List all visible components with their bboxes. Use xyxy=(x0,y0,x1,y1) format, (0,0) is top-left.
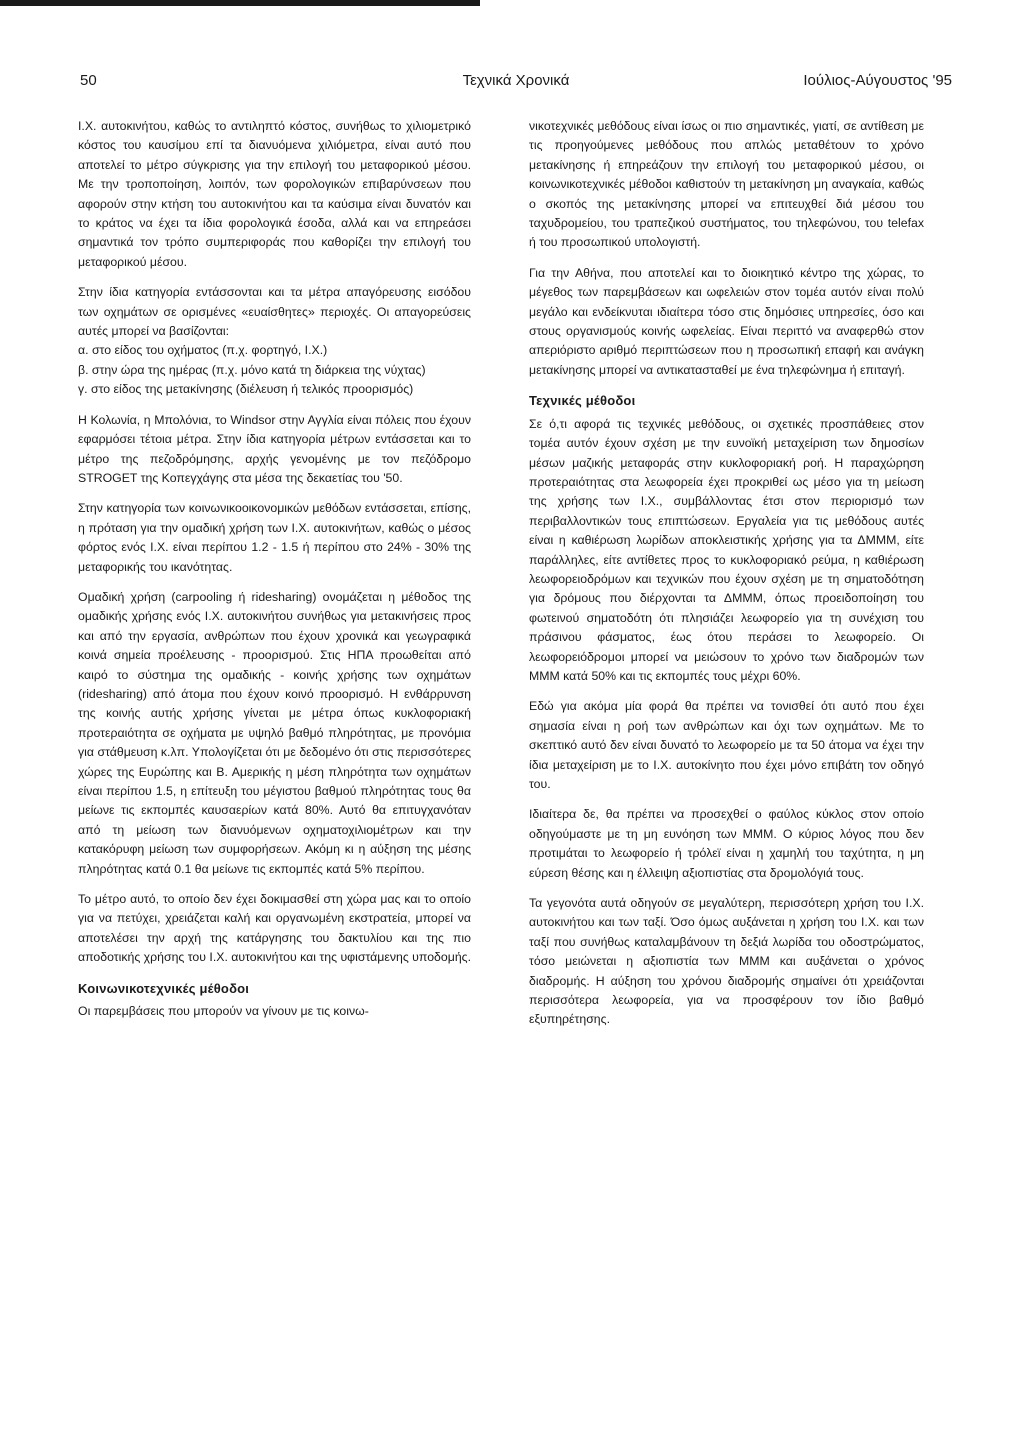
paragraph: Σε ό,τι αφορά τις τεχνικές μεθόδους, οι σχετικές προσπάθειες στον τομέα αυτόν έχουν σχέση με την ευνοϊκή μεταχείριση των δημοσίων μέσων μαζικής μεταφοράς στην κυκλοφοριακή ροή. Η παραχώρηση προτεραιότητας στα λεωφορεία έχει προκριθεί ως μέσο για τη μείωση της χρήσης των Ι.Χ., συμβάλλοντας έτσι στον περιορισμό των περιβαλλοντικών τους επιπτώσεων. Εργαλεία για τις μεθόδους αυτές είναι η καθιέρωση λωρίδων αποκλειστικής χρήσης για τα ΔΜΜΜ, είτε παράλληλες, είτε αντίθετες προς το κυκλοφοριακό ρεύμα, η καθιέρωση λεωφορειοδρόμων και τεχνικών που έχουν σχέση με τη σηματοδότηση για δρόμους που διέρχονται τα ΔΜΜΜ, όπως προειδοποίηση του φωτεινού σηματοδότη ότι πλησιάζει λεωφορείο για τη συνέχιση του πράσινου φάσματος, έως ότου περάσει το λεωφορείο. Οι λεωφορειόδρομοι μπορεί να μειώσουν το χρόνο των διαδρομών των ΜΜΜ κατά 50% και τις εκπομπές τους μέχρι 60%. xyxy=(529,416,924,683)
paragraph: Για την Αθήνα, που αποτελεί και το διοικητικό κέντρο της χώρας, το μέγεθος των παρεμβάσεων και ωφελειών στον τομέα αυτόν είναι πολύ μεγάλο και ενδείκνυται ιδιαίτερα τόσο στις δημόσιες υπηρεσίες, όσο και στους οργανισμούς κοινής ωφελείας. Είναι περιττό να αναφερθώ στον απεριόριστο αριθμό περιπτώσεων που η προσωπική επαφή και ανάγκη μετακίνησης μπορεί να αντικατασταθεί με ένα τηλεφώνημα ή επιταγή. xyxy=(529,265,924,377)
page-number: 50 xyxy=(80,72,97,89)
paragraph: Τα γεγονότα αυτά οδηγούν σε μεγαλύτερη, περισσότερη χρήση του Ι.Χ. αυτοκινήτου και των ταξί. Όσο όμως αυξάνεται η χρήση του Ι.Χ. και των ταξί που συνήθως καταλαμβάνουν τη δεξιά λωρίδα του οδοστρώματος, τόσο μειώνεται η αξιοπιστία των ΜΜΜ και αυξάνεται ο χρόνος διαδρομής. Η αύξηση του χρόνου διαδρομής σημαίνει ότι χρειάζονται περισσότερα λεωφορεία, για να προσφέρουν τον ίδιο βαθμό εξυπηρέτησης. xyxy=(529,896,924,1027)
restriction-list xyxy=(78,341,471,399)
issue-date: Ιούλιος-Αύγουστος '95 xyxy=(803,72,952,89)
section-heading: Κοινωνικοτεχνικές μέθοδοι xyxy=(78,980,250,996)
left-column xyxy=(78,117,471,1032)
paragraph: Ομαδική χρήση (carpooling ή ridesharing) ονομάζεται η μέθοδος της ομαδικής χρήσης ενός Ι.Χ. αυτοκινήτου συνήθως για μετακινήσεις προς και από την εργασία, ανθρώπων που έχουν χρονικά και γεωγραφικά κοινά σημεία προέλευσης - προορισμού. Στις ΗΠΑ προωθείται από καιρό το σύστημα της ομαδικής - κοινής χρήσης των οχημάτων (ridesharing) από άτομα που έχουν κοινό προορισμό. Η ενθάρρυνση της κοινής αυτής χρήσης γίνεται με μέτρα όπως κυκλοφοριακή προτεραιότητα σε οχήματα με υψηλό βαθμό πληρότητας, με προνόμια για στάθμευση κ.λπ. Υπολογίζεται ότι με δεδομένο ότι στις περισσότερες χώρες της Ευρώπης και Β. Αμερικής η μέση πληρότητα των οχημάτων είναι περίπου 1.5, η επίτευξη του μέγιστου βαθμού πληρότητας τους θα μείωνε τις εκπομπές καυσαερίων κατά 80%. Αυτό θα επιτυγχανόταν από τη μείωση των διανυόμενων οχηματοχιλιομέτρων και την κατακόρυφη μείωση των συμφορήσεων. Ακόμη κι η αύξηση της μέσης πληρότητας κατά 0.1 θα μείωνε τις εκπομπές κατά 5% περίπου. xyxy=(78,589,471,876)
section-heading: Τεχνικές μέθοδοι xyxy=(529,393,636,409)
paragraph: Ιδιαίτερα δε, θα πρέπει να προσεχθεί ο φαύλος κύκλος στον οποίο οδηγούμαστε με τη μη ευνόηση των ΜΜΜ. Ο κύριος λόγος που δεν προτιμάται το λεωφορείο ή τρόλεϊ είναι η χαμηλή του ταχύτητα, η μη εύρεση θέσης και η έλλειψη αξιοπιστίας στα δρομολόγιά τους. xyxy=(529,807,924,880)
journal-title: Τεχνικά Χρονικά xyxy=(462,72,570,89)
paragraph: Το μέτρο αυτό, το οποίο δεν έχει δοκιμασθεί στη χώρα μας και το οποίο για να πετύχει, χρειάζεται καλή και οργανωμένη εκστρατεία, μπορεί να αποτελέσει την αρχή της κατάργησης του δακτυλίου και της πιο αποδοτικής χρήσης του Ι.Χ. αυτοκινήτου και της υφιστάμενης υποδομής. xyxy=(78,892,471,965)
page-header xyxy=(80,72,952,94)
paragraph: νικοτεχνικές μεθόδους είναι ίσως οι πιο σημαντικές, γιατί, σε αντίθεση με τις προηγούμενες μεθόδους που απλώς μεταθέτουν το χρόνο μετακίνησης ή επηρεάζουν την επιλογή του μεταφορικού μέσου, οι κοινωνικοτεχνικές μέθοδοι καθιστούν τη μετακίνηση μη αναγκαία, καθώς ο σκοπός της μετακίνησης μπορεί να επιτευχθεί διά μέσου του ταχυδρομείου, του τραπεζικού συστήματος, του τηλεφώνου, του telefax ή του προσωπικού υπολογιστή. xyxy=(529,119,924,250)
paragraph: Στην ίδια κατηγορία εντάσσονται και τα μέτρα απαγόρευσης εισόδου των οχημάτων σε ορισμένες «ευαίσθητες» περιοχές. Οι απαγορεύσεις αυτές μπορεί να βασίζονται: xyxy=(78,285,471,339)
paragraph: Οι παρεμβάσεις που μπορούν να γίνουν με τις κοινω- xyxy=(78,1004,369,1019)
paragraph: Ι.Χ. αυτοκινήτου, καθώς το αντιληπτό κόστος, συνήθως το χιλιομετρικό κόστος του καυσίμου επί τα διανυόμενα χιλιόμετρα, είναι αυτό που αποτελεί το μέτρο σύγκρισης για την επιλογή του μεταφορικού μέσου. Με την τροποποίηση, λοιπόν, των φορολογικών επιβαρύνσεων που αφορούν στην κτήση του αυτοκινήτου και τα καύσιμα είναι δυνατόν και το κράτος να έχει τα ίδια φορολογικά έσοδα, αλλά και να επηρεάσει σημαντικά τον τρόπο συμπεριφοράς που καθορίζει την επιλογή του μεταφορικού μέσου. xyxy=(78,119,471,269)
paragraph: Στην κατηγορία των κοινωνικοοικονομικών μεθόδων εντάσσεται, επίσης, η πρόταση για την ομαδική χρήση των Ι.Χ. αυτοκινήτων, καθώς ο μέσος φόρτος ενός Ι.Χ. είναι περίπου 1.2 - 1.5 ή περίπου στο 24% - 30% της μεταφορικής του ικανότητας. xyxy=(78,501,471,574)
paragraph: Εδώ για ακόμα μία φορά θα πρέπει να τονισθεί ότι αυτό που έχει σημασία είναι η ροή των ανθρώπων και όχι των οχημάτων. Με το σκεπτικό αυτό δεν είναι δυνατό το λεωφορείο με τα 50 άτομα να έχει την ίδια μεταχείριση με το Ι.Χ. αυτοκίνητο που έχει μόνο επιβάτη τον οδηγό του. xyxy=(529,699,924,791)
top-rule xyxy=(0,0,480,6)
list-item: γ. στο είδος της μετακίνησης (διέλευση ή τελικός προορισμός) xyxy=(78,382,414,397)
list-item: β. στην ώρα της ημέρας (π.χ. μόνο κατά τη διάρκεια της νύχτας) xyxy=(78,362,426,377)
list-item: α. στο είδος του οχήματος (π.χ. φορτηγό, Ι.Χ.) xyxy=(78,343,328,358)
paragraph: Η Κολωνία, η Μπολόνια, το Windsor στην Αγγλία είναι πόλεις που έχουν εφαρμόσει τέτοια μέτρα. Στην ίδια κατηγορία μέτρων εντάσσεται και το μέτρο της πεζοδρόμησης, αρχής γενομένης με τον πεζόδρομο STROGET της Κοπεγχάγης στα μέσα της δεκαετίας του '50. xyxy=(78,412,471,485)
right-column xyxy=(529,117,924,1041)
